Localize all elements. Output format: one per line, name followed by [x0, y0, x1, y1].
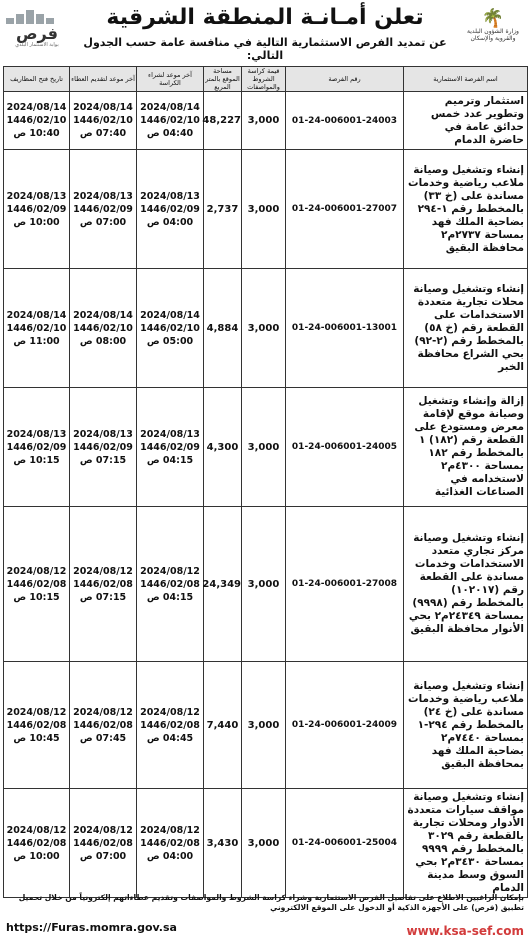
purchase-date-cell [137, 269, 204, 388]
opportunity-name: إنشاء وتشغيل وصيانة ملاعب رياضية وخدمات مساندة على (خ ٢٤) بالمخطط رقم ٢٩٤-١ بمساحة ٧٤٤٠م٢ بضاحية الملك فهد بمحافظة البقيق [404, 662, 528, 789]
opening-hijri-date: 1446/02/08 [6, 578, 67, 590]
opening-time: 10:15 ص [13, 454, 60, 466]
opening-time: 10:00 ص [13, 216, 60, 228]
purchase-gregorian-date: 2024/08/12 [140, 565, 200, 577]
opportunity-number: 01-24-006001-27007 [286, 150, 404, 269]
header-last-purchase: آخر موعد لشراء الكراسة [137, 67, 204, 92]
opening-date-cell [4, 150, 70, 269]
table-row [4, 507, 528, 662]
table-row [4, 150, 528, 269]
purchase-gregorian-date: 2024/08/13 [140, 190, 200, 202]
palm-swords-icon: 🌴 [481, 8, 505, 29]
submit-hijri-date: 1446/02/10 [73, 115, 133, 126]
opportunity-number: 01-24-006001-24009 [286, 662, 404, 789]
site-area: 24,349 [204, 507, 242, 662]
submit-time: 07:15 ص [79, 454, 127, 466]
site-area: 7,440 [204, 662, 242, 789]
booklet-value: 3,000 [242, 388, 286, 507]
purchase-gregorian-date: 2024/08/13 [140, 428, 200, 440]
purchase-time: 04:45 ص [146, 732, 194, 744]
booklet-value: 3,000 [242, 150, 286, 269]
submit-hijri-date: 1446/02/09 [73, 203, 133, 215]
purchase-time: 04:40 ص [146, 128, 194, 139]
purchase-date-cell [137, 662, 204, 789]
submit-time: 08:00 ص [79, 335, 127, 347]
header-area: مساحة الموقع بالمتر المربع [205, 67, 240, 91]
watermark: www.ksa-sef.com [406, 924, 524, 938]
opening-date-cell [4, 507, 70, 662]
furas-logo-tagline: بوابة الاستثمار البلدي [15, 42, 59, 48]
submit-time: 07:45 ص [79, 732, 127, 744]
purchase-hijri-date: 1446/02/08 [140, 837, 200, 849]
opportunity-number: 01-24-006001-24003 [286, 92, 404, 150]
submit-gregorian-date: 2024/08/12 [73, 565, 133, 577]
table-row [4, 92, 528, 150]
opening-gregorian-date: 2024/08/12 [6, 824, 67, 836]
submit-hijri-date: 1446/02/08 [73, 837, 133, 849]
submit-date-cell [70, 507, 137, 662]
opportunity-name: إنشاء وتشغيل وصيانة ملاعب رياضية وخدمات مساندة على (خ ٣٣) بالمخطط رقم ١-٢٩٤ بضاحية الملك فهد بمساحة ٢٧٣٧م٢ محافظة البقيق [404, 150, 528, 269]
purchase-time: 04:00 ص [146, 850, 194, 862]
page-subtitle: عن تمديد الفرص الاستثمارية التالية في منافسة عامة حسب الجدول التالي: [83, 36, 447, 62]
opening-hijri-date: 1446/02/09 [6, 203, 67, 215]
site-area: 4,300 [204, 388, 242, 507]
opening-time: 10:15 ص [13, 591, 60, 603]
submit-gregorian-date: 2024/08/13 [73, 428, 133, 440]
site-area: 48,227 [204, 92, 242, 150]
submit-date-cell [70, 150, 137, 269]
submit-date-cell [70, 789, 137, 898]
opening-gregorian-date: 2024/08/13 [6, 190, 67, 202]
table-row [4, 662, 528, 789]
opportunity-name: إنشاء وتشغيل وصيانة مواقف سيارات متعددة الأدوار ومحلات تجارية بالقطعة رقم ٣٠٢٩ بالمخطط رقم ٩٩٩٩ بمساحة ٣٤٣٠م٢ بحي السوق وسط مدينة الدمام [404, 789, 528, 898]
table-header-row [4, 67, 528, 92]
header-booklet-value: قيمة كراسة الشروط والمواصفات [242, 67, 286, 92]
opportunity-name: إزالة وإنشاء وتشغيل وصيانة موقع لإقامة معرض ومستودع على القطعة رقم (١٨٢) ١ بالمخطط رقم ١٨٢ بمساحة ٤٣٠٠م٢ لاستخدامه في الصناعات الغذائية [404, 388, 528, 507]
opening-hijri-date: 1446/02/08 [6, 837, 67, 849]
submit-hijri-date: 1446/02/08 [73, 719, 133, 731]
site-area: 3,430 [204, 789, 242, 898]
header-opening: تاريخ فتح المظاريف [4, 67, 70, 92]
purchase-time: 04:15 ص [146, 591, 194, 603]
ministry-name: وزارة الشؤون البلدية والقروية والإسكان [467, 28, 519, 42]
furas-website-link[interactable]: https://Furas.momra.gov.sa [6, 921, 177, 934]
header-name: اسم الفرصة الاستثمارية [404, 67, 528, 92]
purchase-time: 04:15 ص [146, 454, 194, 466]
booklet-value: 3,000 [242, 269, 286, 388]
purchase-hijri-date: 1446/02/08 [140, 719, 200, 731]
opening-hijri-date: 1446/02/10 [6, 115, 67, 126]
opportunity-name: استثمار وترميم وتطوير عدد خمس حدائق عامة في حاضرة الدمام [404, 92, 528, 150]
submit-time: 07:15 ص [79, 591, 127, 603]
opportunity-name: إنشاء وتشغيل وصيانة مركز تجاري متعدد الاستخدامات وخدمات مساندة على القطعة رقم (١٠٢٠١٧) بالمخطط رقم (٩٩٩٨) بمساحة ٢٤٣٤٩م٢ بحي الأنوار محافظة البقيق [404, 507, 528, 662]
purchase-date-cell [137, 150, 204, 269]
opportunities-table [3, 66, 528, 898]
table-row [4, 269, 528, 388]
furas-logo-name: فرص [16, 24, 58, 43]
ministry-logo [462, 10, 524, 50]
opening-date-cell [4, 269, 70, 388]
purchase-gregorian-date: 2024/08/14 [140, 309, 200, 321]
site-area: 4,884 [204, 269, 242, 388]
opportunity-number: 01-24-006001-25004 [286, 789, 404, 898]
opening-gregorian-date: 2024/08/14 [6, 309, 67, 321]
purchase-gregorian-date: 2024/08/12 [140, 824, 200, 836]
submit-gregorian-date: 2024/08/14 [73, 309, 133, 321]
opportunity-name: إنشاء وتشغيل وصيانة محلات تجارية متعددة الاستخدامات على القطعة رقم (خ ٥٨) بالمخطط رقم (٢-٩٢) بحي الشراع محافظة الخبر [404, 269, 528, 388]
submit-hijri-date: 1446/02/08 [73, 578, 133, 590]
header-number: رقم الفرصة [286, 67, 404, 92]
purchase-date-cell [137, 388, 204, 507]
submit-time: 07:40 ص [79, 128, 127, 139]
submit-time: 07:00 ص [79, 850, 127, 862]
table-row [4, 789, 528, 898]
opening-date-cell [4, 789, 70, 898]
submit-gregorian-date: 2024/08/12 [73, 824, 133, 836]
booklet-value: 3,000 [242, 92, 286, 150]
submit-date-cell [70, 662, 137, 789]
header-last-submit: آخر موعد لتقديم العطاء [70, 67, 137, 92]
purchase-date-cell [137, 507, 204, 662]
opening-time: 10:45 ص [13, 732, 60, 744]
submit-date-cell [70, 269, 137, 388]
purchase-time: 04:00 ص [146, 216, 194, 228]
purchase-hijri-date: 1446/02/09 [140, 441, 200, 453]
submit-date-cell [70, 92, 137, 150]
opening-gregorian-date: 2024/08/14 [6, 102, 67, 113]
booklet-value: 3,000 [242, 662, 286, 789]
opening-date-cell [4, 662, 70, 789]
submit-date-cell [70, 388, 137, 507]
opportunity-number: 01-24-006001-27008 [286, 507, 404, 662]
opening-time: 10:00 ص [13, 850, 60, 862]
purchase-hijri-date: 1446/02/09 [140, 203, 200, 215]
purchase-gregorian-date: 2024/08/14 [140, 102, 200, 113]
purchase-hijri-date: 1446/02/10 [140, 322, 200, 334]
purchase-hijri-date: 1446/02/10 [140, 115, 200, 126]
purchase-time: 05:00 ص [146, 335, 194, 347]
opening-time: 11:00 ص [13, 335, 60, 347]
opening-gregorian-date: 2024/08/12 [6, 565, 67, 577]
submit-time: 07:00 ص [79, 216, 127, 228]
table-row [4, 388, 528, 507]
page-title: تعلن أمـانـة المنطقة الشرقية [106, 5, 424, 30]
opening-gregorian-date: 2024/08/13 [6, 428, 67, 440]
opening-hijri-date: 1446/02/08 [6, 719, 67, 731]
purchase-date-cell [137, 789, 204, 898]
opening-time: 10:40 ص [13, 128, 60, 139]
submit-hijri-date: 1446/02/10 [73, 322, 133, 334]
submit-gregorian-date: 2024/08/13 [73, 190, 133, 202]
booklet-value: 3,000 [242, 789, 286, 898]
submit-gregorian-date: 2024/08/14 [73, 102, 133, 113]
opening-date-cell [4, 388, 70, 507]
submit-hijri-date: 1446/02/09 [73, 441, 133, 453]
purchase-hijri-date: 1446/02/08 [140, 578, 200, 590]
opportunity-number: 01-24-006001-13001 [286, 269, 404, 388]
submit-gregorian-date: 2024/08/12 [73, 706, 133, 718]
opening-date-cell [4, 92, 70, 150]
purchase-gregorian-date: 2024/08/12 [140, 706, 200, 718]
furas-logo [6, 10, 68, 48]
opportunity-number: 01-24-006001-24005 [286, 388, 404, 507]
opening-hijri-date: 1446/02/09 [6, 441, 67, 453]
furas-logo-icon [6, 10, 68, 24]
footer-text: بإمكان الراغبين الاطلاع على تفاصيل الفرص الاستثمارية وشراء كراسة الشروط والمواصفات وتقديم عطاءاتهم إلكترونياً من خلال تحميل تطبيق (فرص) على الأجهزة الذكية أو الدخول على الموقع الالكتروني [18, 893, 524, 912]
purchase-date-cell [137, 92, 204, 150]
opening-hijri-date: 1446/02/10 [6, 322, 67, 334]
opening-gregorian-date: 2024/08/12 [6, 706, 67, 718]
site-area: 2,737 [204, 150, 242, 269]
booklet-value: 3,000 [242, 507, 286, 662]
